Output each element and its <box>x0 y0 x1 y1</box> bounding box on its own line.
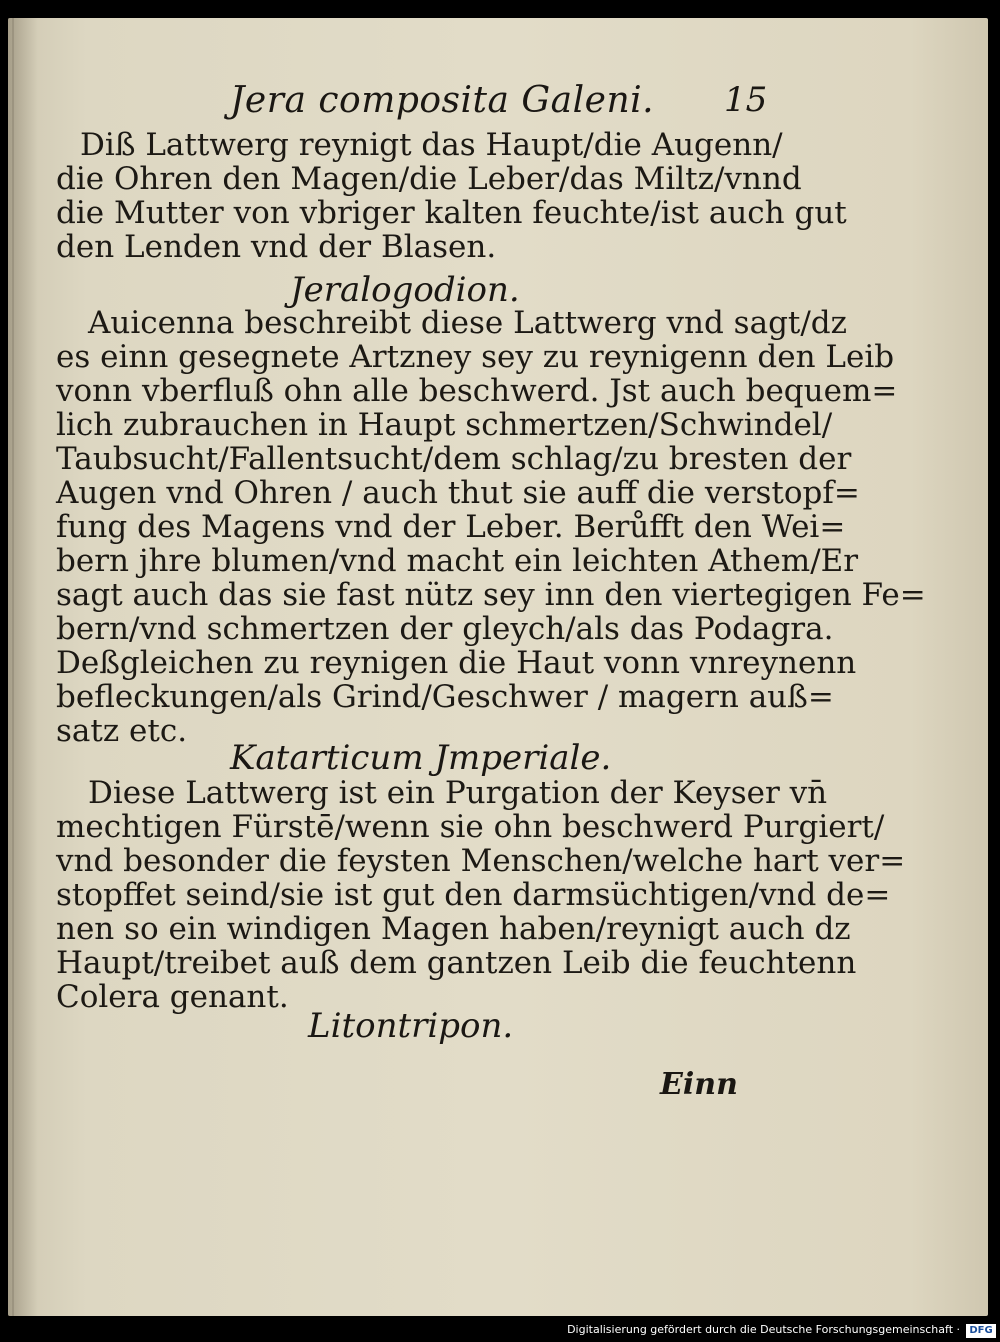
digitization-credit: Digitalisierung gefördert durch die Deutsche Forschungsgemeinschaft · <box>567 1323 960 1336</box>
text-line: Deßgleichen zu reynigen die Haut vonn vnreynenn <box>56 645 857 681</box>
text-line: die Ohren den Magen/die Leber/das Miltz/vnnd <box>56 161 802 197</box>
text-line: mechtigen Fürstē/wenn sie ohn beschwerd Purgiert/ <box>56 809 885 845</box>
text-line: Taubsucht/Fallentsucht/dem schlag/zu bresten der <box>56 441 852 477</box>
section-heading: Litontripon. <box>308 1006 514 1046</box>
text-line: Haupt/treibet auß dem gantzen Leib die feuchtenn <box>56 945 857 981</box>
text-line: Diese Lattwerg ist ein Purgation der Keyser vn̄ <box>88 775 828 811</box>
text-line: sagt auch das sie fast nütz sey inn den viertegigen Fe= <box>56 577 926 613</box>
text-line: stopffet seind/sie ist gut den darmsüchtigen/vnd de= <box>56 877 891 913</box>
text-line: die Mutter von vbriger kalten feuchte/ist auch gut <box>56 195 847 231</box>
text-line: vnd besonder die feysten Menschen/welche hart ver= <box>56 843 906 879</box>
gutter-line <box>12 18 14 1316</box>
dfg-logo: DFG <box>966 1324 996 1338</box>
text-line: nen so ein windigen Magen haben/reynigt auch dz <box>56 911 851 947</box>
running-title: Jera composita Galeni. <box>230 80 655 121</box>
text-line: Augen vnd Ohren / auch thut sie auff die verstopf= <box>56 475 860 511</box>
text-line: Auicenna beschreibt diese Lattwerg vnd sagt/dz <box>88 305 847 341</box>
text-line: den Lenden vnd der Blasen. <box>56 229 497 265</box>
text-line: befleckungen/als Grind/Geschwer / magern auß= <box>56 679 834 715</box>
text-line: bern jhre blumen/vnd macht ein leichten Athem/Er <box>56 543 859 579</box>
folio-number: 15 <box>724 80 768 120</box>
section-heading: Katarticum Jmperiale. <box>230 738 612 778</box>
text-line: bern/vnd schmertzen der gleych/als das Podagra. <box>56 611 834 647</box>
text-line: Diß Lattwerg reynigt das Haupt/die Augenn/ <box>80 127 783 163</box>
catchword: Einn <box>660 1067 738 1102</box>
section-heading: Jeralogodion. <box>290 270 520 310</box>
text-line: lich zubrauchen in Haupt schmertzen/Schwindel/ <box>56 407 833 443</box>
text-line: es einn gesegnete Artzney sey zu reynigenn den Leib <box>56 339 895 375</box>
text-line: satz etc. <box>56 713 188 749</box>
text-line: vonn vberfluß ohn alle beschwerd. Jst auch bequem= <box>56 373 898 409</box>
text-line: fung des Magens vnd der Leber. Berůfft den Wei= <box>56 509 846 545</box>
text-line: Colera genant. <box>56 979 289 1015</box>
